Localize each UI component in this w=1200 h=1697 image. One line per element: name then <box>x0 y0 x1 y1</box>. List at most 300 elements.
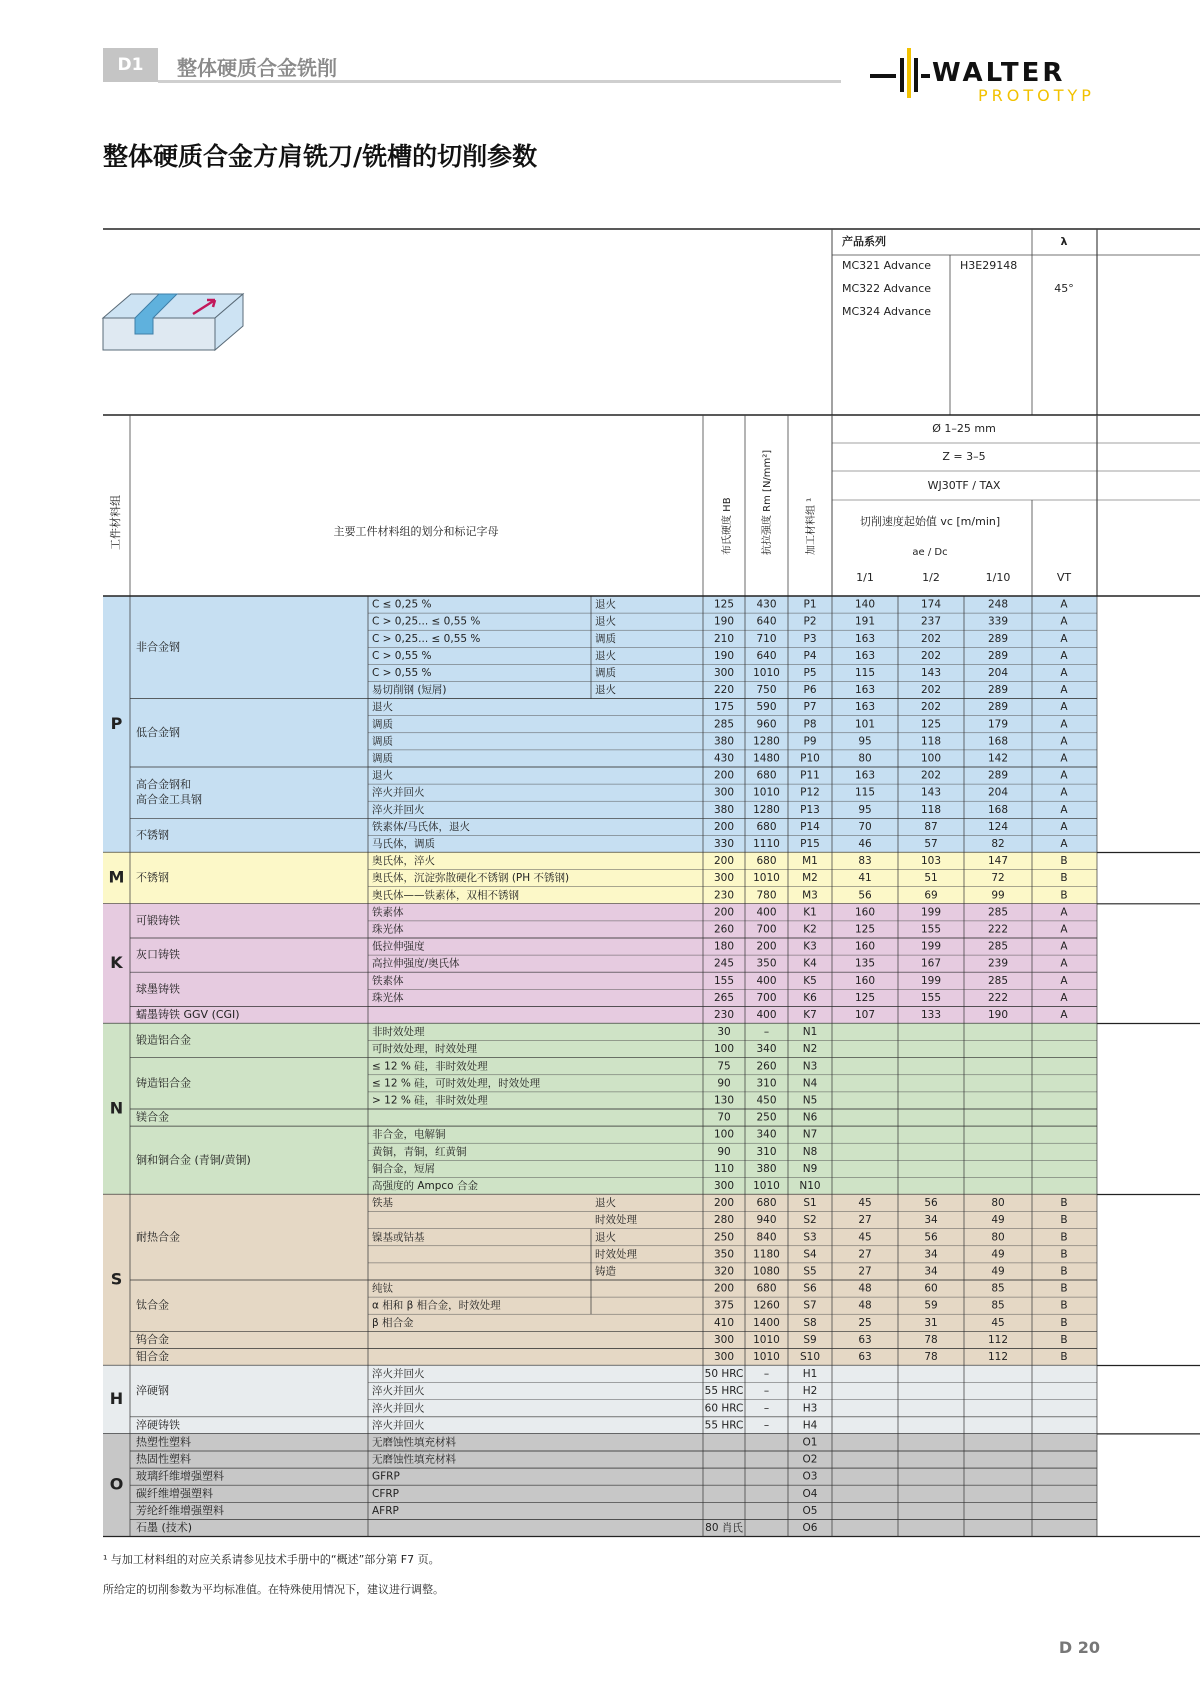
material-code: N6 <box>802 1111 818 1124</box>
tensile-rm: 640 <box>756 649 777 662</box>
vt-value: A <box>1060 786 1068 799</box>
vt-value: A <box>1060 940 1068 953</box>
vc-value: 289 <box>987 649 1009 662</box>
material-code: N3 <box>802 1060 818 1073</box>
material-subgroup: 球墨铸铁 <box>136 982 180 996</box>
treatment: 调质 <box>595 666 616 679</box>
material-condition: 黄铜，青铜，红黄铜 <box>372 1145 467 1158</box>
vc-value: 160 <box>854 906 876 919</box>
vt-value: A <box>1060 803 1068 816</box>
tensile-rm: – <box>763 1419 770 1432</box>
material-code: K7 <box>803 1008 817 1021</box>
vc-value: 27 <box>858 1214 872 1227</box>
section-tag: D1 <box>103 48 158 82</box>
tensile-rm: 1110 <box>753 837 780 850</box>
material-condition: 奥氏体，沉淀弥散硬化不锈钢 (PH 不锈钢) <box>372 872 570 885</box>
vc-value: 190 <box>987 1008 1009 1021</box>
vc-value: 95 <box>858 735 872 748</box>
vt-value: A <box>1060 769 1068 782</box>
vc-value: 289 <box>987 632 1009 645</box>
group-letter: K <box>110 953 123 973</box>
hardness-hb: 260 <box>713 923 735 936</box>
hardness-hb: 200 <box>713 906 735 919</box>
material-code: K4 <box>803 957 817 970</box>
product-series-label: 产品系列 <box>842 235 886 248</box>
vc-value: 239 <box>987 957 1009 970</box>
material-subgroup: 碳纤维增强塑料 <box>136 1486 213 1500</box>
vt-value: A <box>1060 837 1068 850</box>
vc-value: 107 <box>854 1008 876 1021</box>
hardness-hb: 230 <box>713 1008 735 1021</box>
vc-value: 168 <box>987 803 1009 816</box>
vc-value: 125 <box>854 923 876 936</box>
material-condition: 马氏体，调质 <box>372 837 435 850</box>
material-condition: 无磨蚀性填充材料 <box>372 1436 456 1449</box>
vt-value: A <box>1060 923 1068 936</box>
vt-label: VT <box>1056 571 1072 584</box>
material-condition: 淬火并回火 <box>372 786 425 799</box>
hardness-hb: 200 <box>713 1197 735 1210</box>
vt-value: B <box>1060 1350 1068 1363</box>
vc-value: 124 <box>987 820 1009 833</box>
tensile-rm: 310 <box>756 1145 777 1158</box>
vc-value: 83 <box>858 855 872 868</box>
material-subgroup: 可锻铸铁 <box>136 913 180 927</box>
hardness-hb: 320 <box>713 1265 735 1278</box>
vc-value: 202 <box>920 769 942 782</box>
vc-value: 285 <box>987 974 1009 987</box>
tensile-rm: 1180 <box>753 1248 780 1261</box>
vc-value: 222 <box>987 991 1009 1004</box>
material-condition: C > 0,25... ≤ 0,55 % <box>372 632 481 645</box>
vc-value: 125 <box>920 718 942 731</box>
hardness-hb: 265 <box>713 991 735 1004</box>
material-code: P8 <box>803 718 817 731</box>
tensile-rm: 250 <box>756 1111 777 1124</box>
material-condition: 铁素体 <box>372 974 404 987</box>
vc-value: 289 <box>987 701 1009 714</box>
material-code: K6 <box>803 991 817 1004</box>
vt-value: B <box>1060 1333 1068 1346</box>
material-subgroup: 低合金钢 <box>136 725 180 739</box>
vc-value: 143 <box>920 666 942 679</box>
material-condition: 珠光体 <box>372 923 404 936</box>
vc-value: 115 <box>854 666 876 679</box>
tensile-rm: 350 <box>756 957 777 970</box>
material-code: O4 <box>802 1487 818 1500</box>
vc-value: 222 <box>987 923 1009 936</box>
tensile-rm: 700 <box>756 923 777 936</box>
vc-value: 27 <box>858 1265 872 1278</box>
hardness-hb: 70 <box>717 1111 731 1124</box>
vc-value: 118 <box>920 735 942 748</box>
vc-value: 34 <box>924 1248 938 1261</box>
material-condition: 低拉伸强度 <box>372 940 425 953</box>
vc-value: 142 <box>987 752 1009 765</box>
tensile-rm: 960 <box>756 718 777 731</box>
material-code: H4 <box>802 1419 818 1432</box>
hardness-hb: 300 <box>713 1333 735 1346</box>
vt-value: A <box>1060 684 1068 697</box>
material-code: P7 <box>803 701 817 714</box>
vc-value: 60 <box>924 1282 938 1295</box>
material-code: H3 <box>802 1402 818 1415</box>
material-code: N2 <box>802 1043 818 1056</box>
material-subgroup: 铜和铜合金 (青铜/黄铜) <box>136 1153 251 1167</box>
slot-milling-illustration <box>103 294 243 350</box>
vc-value: 99 <box>991 889 1005 902</box>
tensile-rm: 710 <box>756 632 777 645</box>
vt-value: A <box>1060 735 1068 748</box>
vc-value: 87 <box>924 820 938 833</box>
tensile-rm: 1010 <box>753 666 780 679</box>
material-code: S6 <box>803 1282 817 1295</box>
tensile-rm: 680 <box>756 820 777 833</box>
vt-value: A <box>1060 598 1068 611</box>
material-code: O5 <box>802 1504 818 1517</box>
workpiece-group-header: 工件材料组 <box>109 495 122 550</box>
hardness-hb: 285 <box>713 718 735 731</box>
treatment: 时效处理 <box>595 1214 637 1227</box>
diameter-label: Ø 1–25 mm <box>932 422 996 435</box>
hardness-hb: 230 <box>713 889 735 902</box>
hardness-hb: 300 <box>713 1179 735 1192</box>
material-code: N9 <box>802 1162 818 1175</box>
hardness-hb: 300 <box>713 666 735 679</box>
tensile-rm: 1010 <box>753 1179 780 1192</box>
vc-value: 48 <box>858 1299 872 1312</box>
hardness-hb: 375 <box>713 1299 735 1312</box>
vc-value: 78 <box>924 1333 938 1346</box>
material-code: S2 <box>803 1214 817 1227</box>
material-group-header: 加工材料组 ¹ <box>806 497 817 555</box>
vc-value: 51 <box>924 872 938 885</box>
vc-value: 80 <box>991 1197 1005 1210</box>
vc-value: 85 <box>991 1299 1005 1312</box>
tensile-rm: 340 <box>756 1043 777 1056</box>
vt-value: B <box>1060 889 1068 902</box>
group-letter: O <box>109 1474 124 1494</box>
vt-value: B <box>1060 1316 1068 1329</box>
hardness-hb: 125 <box>713 598 735 611</box>
material-condition: 调质 <box>372 735 393 748</box>
material-code: S9 <box>803 1333 817 1346</box>
material-condition: 调质 <box>372 752 393 765</box>
material-code: M2 <box>802 872 818 885</box>
material-condition: 淬火并回火 <box>372 1385 425 1398</box>
vc-value: 168 <box>987 735 1009 748</box>
material-code: P3 <box>803 632 817 645</box>
material-condition: CFRP <box>372 1487 399 1500</box>
material-code: O1 <box>802 1436 818 1449</box>
vc-value: 163 <box>854 632 876 645</box>
hardness-hb: 60 HRC <box>704 1402 744 1415</box>
material-condition: 退火 <box>372 769 393 782</box>
vt-value: A <box>1060 991 1068 1004</box>
hardness-hb: 380 <box>713 803 735 816</box>
vc-value: 46 <box>858 837 872 850</box>
vc-value: 163 <box>854 684 876 697</box>
hardness-hb: 330 <box>713 837 735 850</box>
treatment: 退火 <box>595 1231 616 1244</box>
vc-value: 56 <box>924 1197 938 1210</box>
tensile-rm: – <box>763 1385 770 1398</box>
ae-dc-label: ae / Dc <box>912 547 948 558</box>
hardness-hb: 200 <box>713 820 735 833</box>
vc-value: 45 <box>991 1316 1005 1329</box>
vc-value: 57 <box>924 837 938 850</box>
tensile-rm: 1010 <box>753 872 780 885</box>
vt-value: B <box>1060 1197 1068 1210</box>
hardness-hb: 190 <box>713 649 735 662</box>
vc-value: 155 <box>920 991 942 1004</box>
vt-value: B <box>1060 1282 1068 1295</box>
vc-value: 34 <box>924 1265 938 1278</box>
ratio-label: 1/10 <box>985 571 1011 584</box>
hardness-hb: 410 <box>713 1316 735 1329</box>
hardness-hb: 190 <box>713 615 735 628</box>
material-subgroup: 钨合金 <box>136 1332 169 1346</box>
vt-value: B <box>1060 1214 1068 1227</box>
vc-value: 80 <box>991 1231 1005 1244</box>
material-subgroup: 淬硬铸铁 <box>136 1418 180 1432</box>
lambda-label: λ <box>1060 235 1068 248</box>
material-code: O2 <box>802 1453 818 1466</box>
hardness-hb: 380 <box>713 735 735 748</box>
hardness-hb: 200 <box>713 855 735 868</box>
material-condition: 非合金，电解铜 <box>372 1128 446 1141</box>
vt-value: B <box>1060 1231 1068 1244</box>
tensile-rm: 1010 <box>753 786 780 799</box>
material-code: P1 <box>803 598 817 611</box>
footnote-2: 所给定的切削参数为平均标准值。在特殊使用情况下，建议进行调整。 <box>103 1583 444 1596</box>
group-letter: S <box>110 1269 123 1289</box>
hardness-hb: 430 <box>713 752 735 765</box>
vt-value: A <box>1060 752 1068 765</box>
vc-value: 49 <box>991 1265 1005 1278</box>
tensile-rm: 1280 <box>753 735 780 748</box>
vt-value: A <box>1060 906 1068 919</box>
vc-value: 339 <box>987 615 1009 628</box>
vc-value: 31 <box>924 1316 938 1329</box>
vc-value: 112 <box>987 1333 1009 1346</box>
vc-value: 167 <box>920 957 942 970</box>
material-subgroup: 不锈钢 <box>136 828 169 842</box>
vc-value: 140 <box>854 598 876 611</box>
material-condition: 铁基 <box>372 1197 393 1210</box>
tensile-rm: 430 <box>756 598 777 611</box>
material-code: S4 <box>803 1248 817 1261</box>
hardness-hb: 220 <box>713 684 735 697</box>
vc-value: 202 <box>920 649 942 662</box>
treatment: 退火 <box>595 684 616 697</box>
hb-header: 布氏硬度 HB <box>722 497 733 555</box>
material-condition: β 相合金 <box>372 1316 414 1329</box>
hardness-hb: 200 <box>713 769 735 782</box>
hardness-hb: 300 <box>713 1350 735 1363</box>
treatment: 调质 <box>595 632 616 645</box>
material-condition: 奥氏体，淬火 <box>372 855 435 868</box>
material-code: H2 <box>802 1385 818 1398</box>
hardness-hb: 280 <box>713 1214 735 1227</box>
footnote-1: ¹ 与加工材料组的对应关系请参见技术手册中的“概述”部分第 F7 页。 <box>103 1553 440 1566</box>
product-model: MC324 Advance <box>842 305 932 318</box>
group-letter: M <box>108 867 125 887</box>
material-code: P9 <box>803 735 817 748</box>
material-subgroup: 非合金钢 <box>136 640 180 654</box>
material-condition: 高拉伸强度/奥氏体 <box>372 957 460 970</box>
group-letter: P <box>110 713 123 733</box>
tensile-rm: 1010 <box>753 1333 780 1346</box>
material-condition: 淬火并回火 <box>372 1368 425 1381</box>
material-code: S1 <box>803 1197 817 1210</box>
vc-value: 289 <box>987 684 1009 697</box>
material-condition: 珠光体 <box>372 991 404 1004</box>
material-condition: 淬火并回火 <box>372 803 425 816</box>
vc-value: 45 <box>858 1231 872 1244</box>
vc-value: 202 <box>920 632 942 645</box>
vc-value: 82 <box>991 837 1005 850</box>
hardness-hb: 30 <box>717 1026 731 1039</box>
material-subgroup: 耐热合金 <box>136 1230 180 1244</box>
vt-value: B <box>1060 1248 1068 1261</box>
vc-value: 248 <box>987 598 1009 611</box>
vt-value: A <box>1060 718 1068 731</box>
vc-value: 147 <box>987 855 1009 868</box>
material-code: P15 <box>800 837 820 850</box>
material-subgroup: 不锈钢 <box>136 871 169 885</box>
hardness-hb: 90 <box>717 1077 731 1090</box>
tensile-rm: 1080 <box>753 1265 780 1278</box>
hardness-hb: 210 <box>713 632 735 645</box>
vc-value: 100 <box>920 752 942 765</box>
material-subgroup: 钼合金 <box>136 1349 169 1363</box>
material-code: K1 <box>803 906 817 919</box>
vc-value: 69 <box>924 889 938 902</box>
tensile-rm: 780 <box>756 889 777 902</box>
page-title: 整体硬质合金方肩铣刀/铣槽的切削参数 <box>103 142 538 171</box>
vt-value: A <box>1060 666 1068 679</box>
vt-value: B <box>1060 1265 1068 1278</box>
material-condition: 纯钛 <box>372 1282 393 1295</box>
material-condition: 调质 <box>372 718 393 731</box>
material-condition: C ≤ 0,25 % <box>372 598 432 611</box>
material-code: K2 <box>803 923 817 936</box>
material-code: P2 <box>803 615 817 628</box>
page-number: D 20 <box>1058 1638 1100 1657</box>
hardness-hb: 100 <box>713 1128 735 1141</box>
material-condition: AFRP <box>372 1504 399 1517</box>
vc-value: 56 <box>858 889 872 902</box>
product-model: MC322 Advance <box>842 282 932 295</box>
material-code: N5 <box>802 1094 818 1107</box>
vc-value: 179 <box>987 718 1009 731</box>
material-condition: 可时效处理，时效处理 <box>372 1043 477 1056</box>
vc-value: 101 <box>854 718 876 731</box>
material-condition: 非时效处理 <box>372 1026 425 1039</box>
material-condition: 无磨蚀性填充材料 <box>372 1453 456 1466</box>
logo-wordmark: WALTER <box>932 58 1066 88</box>
hardness-hb: 350 <box>713 1248 735 1261</box>
hardness-hb: 55 HRC <box>704 1419 744 1432</box>
vc-value: 70 <box>858 820 872 833</box>
tensile-rm: 680 <box>756 1197 777 1210</box>
hardness-hb: 55 HRC <box>704 1385 744 1398</box>
logo-subtitle: PROTOTYP <box>978 86 1095 105</box>
material-code: K3 <box>803 940 817 953</box>
material-subgroup: 锻造铝合金 <box>136 1033 191 1047</box>
vc-value: 49 <box>991 1214 1005 1227</box>
vt-value: B <box>1060 872 1068 885</box>
vc-value: 202 <box>920 684 942 697</box>
material-code: P6 <box>803 684 817 697</box>
material-condition: 淬火并回火 <box>372 1419 425 1432</box>
vc-value: 125 <box>854 991 876 1004</box>
tensile-rm: 310 <box>756 1077 777 1090</box>
vt-value: A <box>1060 632 1068 645</box>
material-code: S10 <box>799 1350 821 1363</box>
material-condition: ≤ 12 % 硅，可时效处理，时效处理 <box>372 1077 541 1090</box>
material-code: N7 <box>802 1128 818 1141</box>
material-code: P10 <box>800 752 820 765</box>
vc-value: 163 <box>854 701 876 714</box>
hardness-hb: 300 <box>713 786 735 799</box>
vc-value: 155 <box>920 923 942 936</box>
material-condition: 淬火并回火 <box>372 1402 425 1415</box>
hardness-hb: 90 <box>717 1145 731 1158</box>
material-code: P11 <box>800 769 820 782</box>
vt-value: B <box>1060 855 1068 868</box>
tensile-rm: 200 <box>756 940 777 953</box>
tensile-rm: 680 <box>756 769 777 782</box>
material-condition: GFRP <box>372 1470 400 1483</box>
vc-value: 27 <box>858 1248 872 1261</box>
vt-value: A <box>1060 1008 1068 1021</box>
tensile-rm: 400 <box>756 906 777 919</box>
tensile-rm: 680 <box>756 1282 777 1295</box>
flutes-label: Z = 3–5 <box>942 450 986 463</box>
material-subgroup: 石墨 (技术) <box>136 1520 193 1534</box>
vc-value: 174 <box>920 598 942 611</box>
material-condition: 易切削钢 (短屑) <box>372 684 447 697</box>
vc-value: 41 <box>858 872 872 885</box>
vc-value: 25 <box>858 1316 872 1329</box>
vc-label: 切削速度起始值 vc [m/min] <box>859 515 1001 528</box>
hardness-hb: 75 <box>717 1060 731 1073</box>
main-material-header: 主要工件材料组的划分和标记字母 <box>333 525 499 538</box>
material-condition: 高强度的 Ampco 合金 <box>372 1179 478 1192</box>
group-band <box>103 904 1097 1024</box>
material-subgroup: 灰口铸铁 <box>136 948 180 962</box>
vc-value: 118 <box>920 803 942 816</box>
material-subgroup: 钛合金 <box>136 1298 169 1312</box>
vc-value: 143 <box>920 786 942 799</box>
ratio-label: 1/2 <box>922 571 940 584</box>
hardness-hb: 250 <box>713 1231 735 1244</box>
vc-value: 199 <box>920 940 942 953</box>
material-code: N10 <box>799 1179 821 1192</box>
vc-value: 199 <box>920 906 942 919</box>
vc-value: 160 <box>854 940 876 953</box>
rm-header: 抗拉强度 Rm [N/mm²] <box>762 449 773 555</box>
material-code: M1 <box>802 855 818 868</box>
material-condition: > 12 % 硅，非时效处理 <box>372 1094 488 1107</box>
material-subgroup: 芳纶纤维增强塑料 <box>136 1503 224 1517</box>
lambda-value: 45° <box>1054 282 1074 295</box>
vc-value: 95 <box>858 803 872 816</box>
vc-value: 63 <box>858 1350 872 1363</box>
group-letter: H <box>109 1389 124 1409</box>
